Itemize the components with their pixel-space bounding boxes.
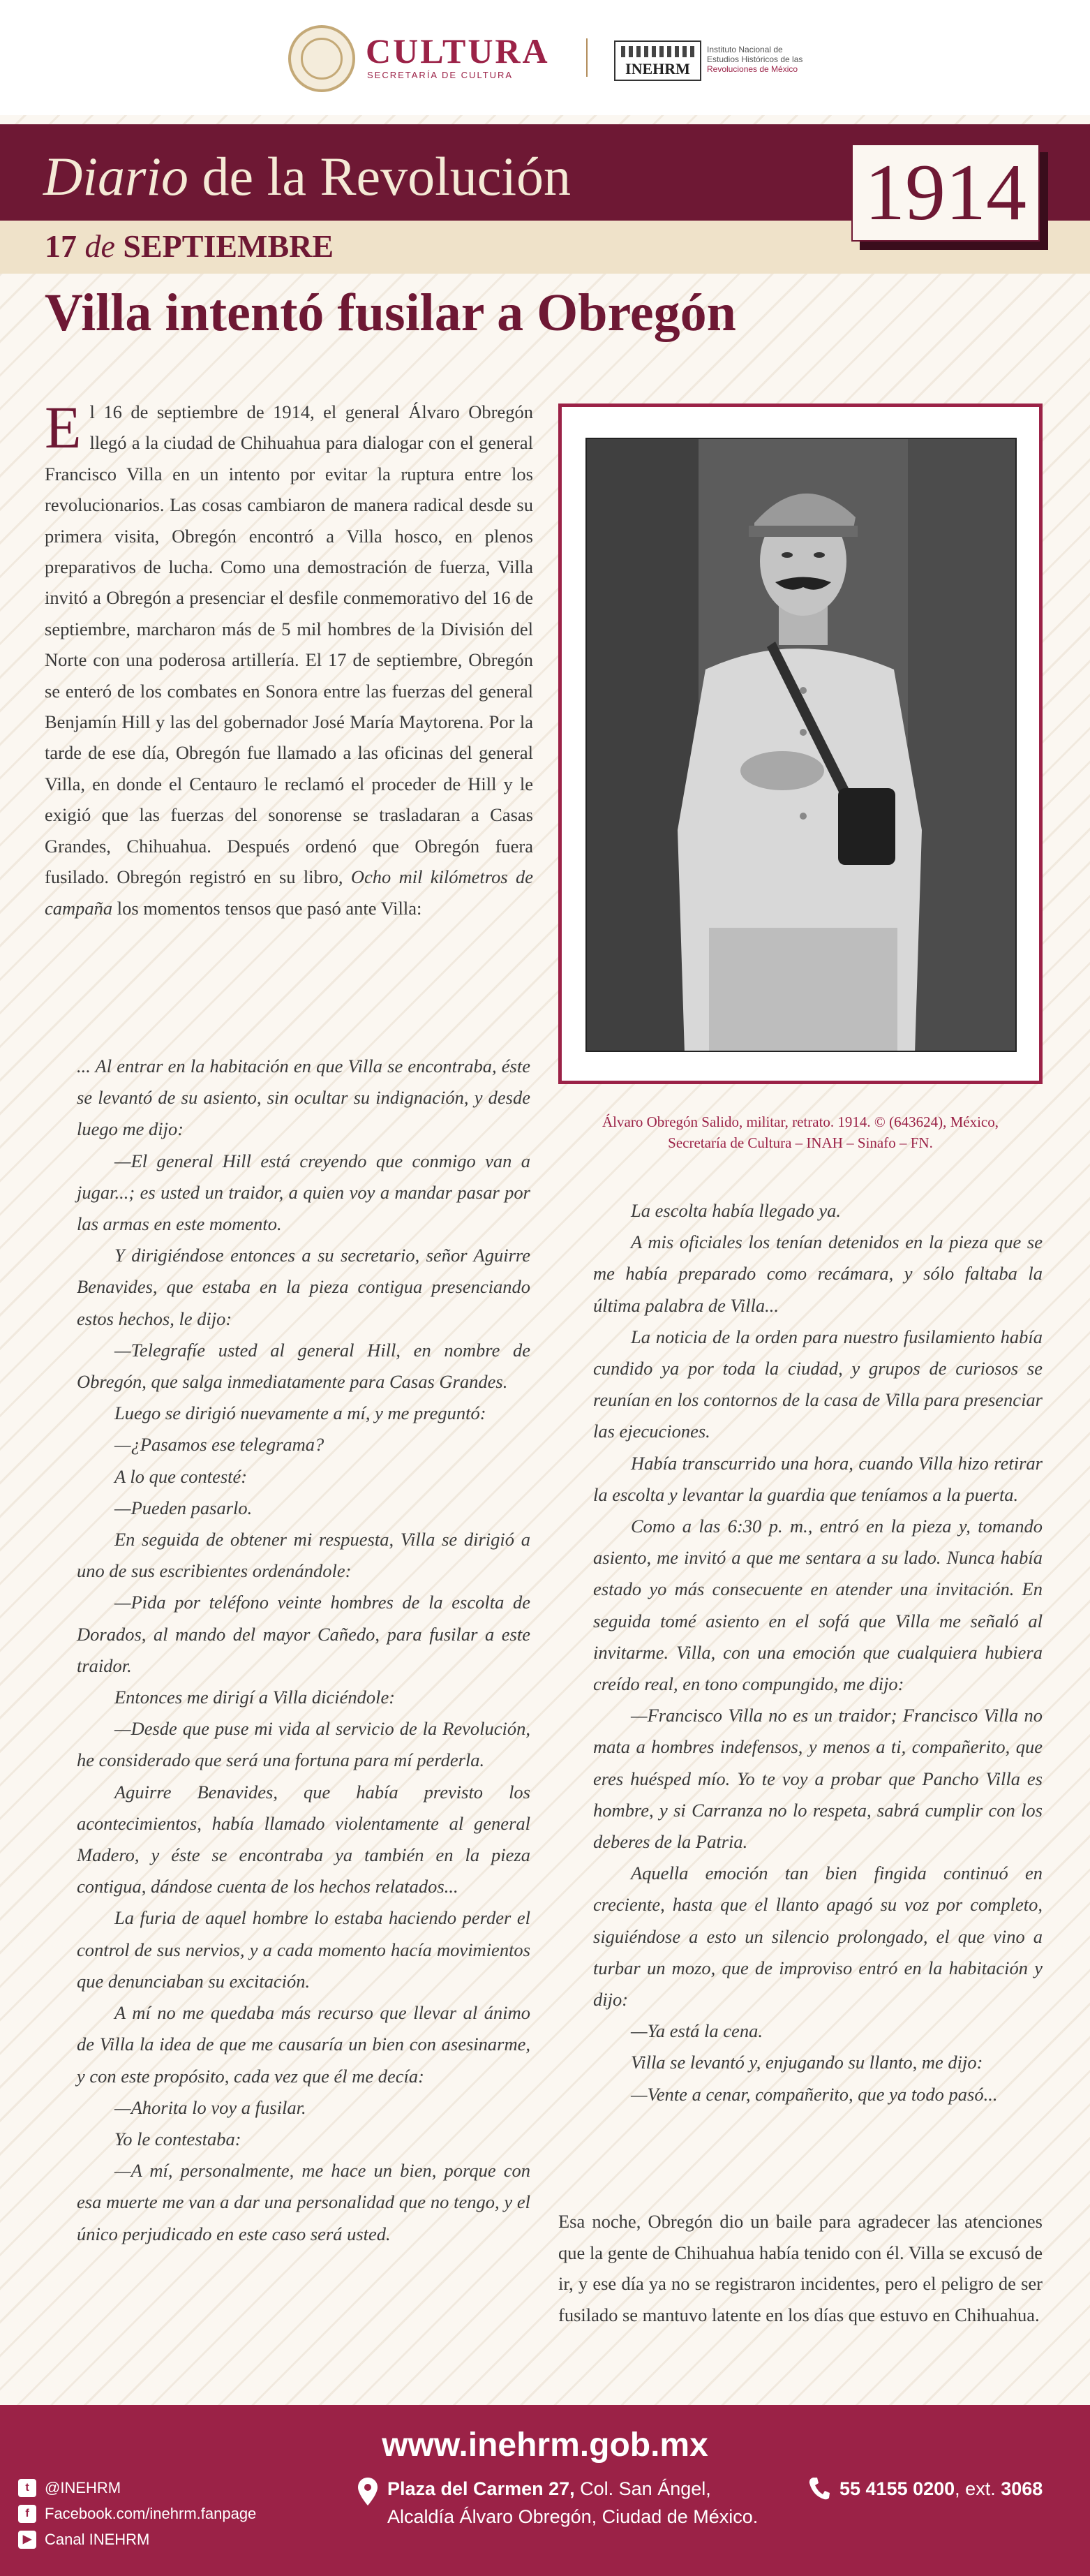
quote-paragraph: A mí no me quedaba más recurso que llevar al ánimo de Villa la idea de que me causaría un bien con asesinarme, y con este propósito, cada vez que él me decía: — [77, 2002, 530, 2087]
address — [387, 2475, 758, 2531]
quote-paragraph: —Desde que puse mi vida al servicio de la Revolución, he considerado que será una fortuna para mí perderla. — [77, 1718, 530, 1771]
intro-end: los momentos tensos que pasó ante Villa: — [112, 897, 422, 919]
building-columns-icon — [621, 46, 694, 57]
quote-column-left — [77, 1051, 530, 2250]
portrait-photo — [585, 438, 1017, 1052]
date-label — [45, 228, 334, 265]
quote-paragraph: —Ahorita lo voy a fusilar. — [114, 2096, 306, 2118]
quote-paragraph: A lo que contesté: — [114, 1465, 248, 1487]
facebook-link[interactable] — [18, 2501, 256, 2526]
caption-line: Álvaro Obregón Salido, militar, retrato. 1914. © (643624), México, — [602, 1113, 999, 1130]
phone-number[interactable]: 55 4155 0200 — [839, 2478, 955, 2499]
quote-paragraph: A mis oficiales los tenían detenidos en la pieza que se me había preparado como recámara, y sólo faltaba la última palabra de Villa... — [593, 1231, 1043, 1316]
social-links — [18, 2475, 256, 2552]
twitter-handle: @INEHRM — [45, 2479, 121, 2496]
quote-paragraph: —Francisco Villa no es un traidor; Francisco Villa no mata a hombres indefensos, y menos a ti, compañerito, que eres huésped mío. Yo te voy a probar que Pancho Villa es hombre, y si Carranza no lo respeta, sabrá cumplir con los deberes de la Patria. — [593, 1705, 1043, 1853]
youtube-icon: ▶ — [18, 2531, 36, 2549]
quote-paragraph: —Telegrafíe usted al general Hill, en nombre de Obregón, que salga inmediatamente para Casas Grandes. — [77, 1339, 530, 1393]
soldier-portrait-icon — [587, 439, 1017, 1052]
quote-paragraph: La escolta había llegado ya. — [631, 1200, 842, 1221]
quote-paragraph: Aquella emoción tan bien fingida continuó en creciente, hasta que el llanto apagó su voz por completo, siguiéndose a esto un silencio prolongado, el que vino a turbar un mozo, que de improviso entró en la habitación y dijo: — [593, 1863, 1043, 2011]
inehrm-logo — [614, 40, 701, 81]
title-rest: de la Revolución — [188, 146, 572, 207]
quote-paragraph: La noticia de la orden para nuestro fusilamiento había cundido ya por toda la ciudad, y grupos de curiosos se reunían en los contornos de la casa de Villa para presenciar las ejecuciones. — [593, 1326, 1043, 1442]
year-badge: 1914 — [851, 144, 1040, 242]
address-line-1 — [387, 2475, 758, 2503]
cultura-subtitle: SECRETARÍA DE CULTURA — [367, 70, 514, 80]
youtube-link[interactable] — [18, 2526, 256, 2552]
website-link[interactable]: www.inehrm.gob.mx — [382, 2427, 708, 2464]
header-logos — [0, 0, 1090, 115]
quote-paragraph: Entonces me dirigí a Villa diciéndole: — [114, 1687, 396, 1708]
footer — [0, 2405, 1090, 2576]
quote-paragraph: —Vente a cenar, compañerito, que ya todo pasó... — [631, 2083, 998, 2105]
quote-paragraph: —Ya está la cena. — [631, 2020, 763, 2042]
inehrm-name-line: Estudios Históricos de las — [707, 54, 803, 64]
intro-text: l 16 de septiembre de 1914, el general Álvaro Obregón llegó a la ciudad de Chihuahua para dialogar con el general Francisco Villa en un intento por evitar la ruptura entre los revolucionarios. Las cosas cambiaron de manera radical desde su primera visita, Obregón encontró a Villa hosco, en plenos preparativos de lucha. Como una demostración de fuerza, Villa invitó a Obregón a presenciar el desfile conmemorativo del 16 de septiembre, marcharon más de 5 mil hombres de la División del Norte con una poderosa artillería. El 17 de septiembre, Obregón se enteró de los combates en Sonora entre las fuerzas del general Benjamín Hill y las del gobernador José María Maytorena. Por la tarde de ese día, Obregón fue llamado a las oficinas del general Villa, en donde el Centauro le reclamó el proceder de Hill y le exigió que las fuerzas del sonorense se trasladaran a Casas Grandes, Chihuahua. Después ordenó que Obregón fuera fusilado. Obregón registró en su libro, — [45, 401, 533, 888]
quote-paragraph: Aguirre Benavides, que había previsto los acontecimientos, había llamado violentamente al general Madero, y éste se encontraba ya también en la pieza contigua, dándose cuenta de los hechos relatados... — [77, 1781, 530, 1897]
address-bold: Plaza del Carmen 27, — [387, 2478, 575, 2499]
intro-paragraph — [45, 394, 533, 924]
quote-paragraph: ... Al entrar en la habitación en que Villa se encontraba, éste se levantó de su asiento, sin ocultar su indignación, y desde luego me dijo: — [77, 1056, 530, 1140]
quote-paragraph: —A mí, personalmente, me hace un bien, porque con esa muerte me van a dar una personalidad que no tengo, y el único perjudicado en este caso será usted. — [77, 2160, 530, 2244]
date-de: de — [77, 228, 124, 264]
quote-paragraph: —¿Pasamos ese telegrama? — [114, 1434, 324, 1456]
mexico-seal-icon — [288, 25, 355, 92]
drop-cap: E — [45, 394, 82, 461]
caption-line: Secretaría de Cultura – INAH – Sinafo – FN. — [668, 1134, 933, 1151]
cultura-logo: CULTURA — [366, 31, 550, 71]
quote-paragraph: —El general Hill está creyendo que conmigo van a jugar...; es usted un traidor, a quien voy a mandar pasar por las armas en este momento. — [77, 1150, 530, 1235]
phone-ext-label: , ext. — [955, 2478, 1001, 2499]
publication-title — [43, 145, 571, 208]
quote-paragraph: Yo le contestaba: — [114, 2128, 241, 2149]
address-line-2: Alcaldía Álvaro Obregón, Ciudad de México. — [387, 2506, 759, 2527]
twitter-link[interactable] — [18, 2475, 256, 2501]
logo-divider — [586, 38, 588, 77]
title-italic: Diario — [43, 146, 189, 207]
date-month: SEPTIEMBRE — [123, 228, 334, 264]
quote-paragraph: Luego se dirigió nuevamente a mí, y me preguntó: — [114, 1402, 486, 1424]
facebook-icon: f — [18, 2505, 36, 2523]
twitter-icon: t — [18, 2479, 36, 2497]
quote-paragraph: —Pida por teléfono veinte hombres de la escolta de Dorados, al mando del mayor Cañedo, para fusilar a este traidor. — [77, 1592, 530, 1676]
quote-paragraph: En seguida de obtener mi respuesta, Villa se dirigió a uno de sus escribientes ordenándole: — [77, 1529, 530, 1582]
inehrm-name-line: Instituto Nacional de — [707, 45, 783, 54]
quote-paragraph: —Pueden pasarlo. — [114, 1497, 253, 1518]
inehrm-logo-text: INEHRM — [625, 60, 690, 77]
quote-paragraph: Como a las 6:30 p. m., entró en la pieza y, tomando asiento, me invitó a que me sentara a su lado. Nunca había estado yo más consecuente en atender una invitación. En seguida tomé asiento en el sofá que Villa me señaló al invitarme. Villa, con una emoción que cualquiera hubiera creído real, en tono compungido, me dijo: — [593, 1516, 1043, 1695]
photo-caption — [558, 1111, 1043, 1153]
photo-frame — [558, 404, 1043, 1084]
phone-extension: 3068 — [1001, 2478, 1043, 2499]
quote-paragraph: Villa se levantó y, enjugando su llanto, me dijo: — [631, 2052, 983, 2073]
inehrm-full-name — [707, 45, 826, 74]
date-day: 17 — [45, 228, 77, 264]
article-headline: Villa intentó fusilar a Obregón — [45, 283, 736, 342]
quote-paragraph: La furia de aquel hombre lo estaba haciendo perder el control de sus nervios, y a cada momento hacía movimientos que denunciaban su excitación. — [77, 1907, 530, 1992]
inehrm-name-line: Revoluciones de México — [707, 64, 798, 74]
book-title: Ocho mil kilómetros de campaña — [45, 866, 533, 919]
quote-paragraph: Y dirigiéndose entonces a su secretario, señor Aguirre Benavides, que estaba en la pieza contigua presenciando estos hechos, le dijo: — [77, 1245, 530, 1329]
address-rest: Col. San Ángel, — [574, 2478, 711, 2499]
quote-column-right — [593, 1195, 1043, 2110]
facebook-url: Facebook.com/inehrm.fanpage — [45, 2505, 257, 2522]
youtube-channel: Canal INEHRM — [45, 2531, 150, 2548]
quote-paragraph: Había transcurrido una hora, cuando Villa hizo retirar la escolta y levantar la guardia que teníamos a la puerta. — [593, 1452, 1043, 1505]
phone-icon — [809, 2476, 830, 2500]
phone — [839, 2475, 1043, 2503]
closing-paragraph: Esa noche, Obregón dio un baile para agradecer las atenciones que la gente de Chihuahua había tenido con él. Villa se excusó de ir, y ese día ya no se registraron incidentes, pero el peligro de ser fusilado se mantuvo latente en los días que estuvo en Chihuahua. — [558, 2211, 1043, 2325]
location-pin-icon — [358, 2478, 378, 2505]
